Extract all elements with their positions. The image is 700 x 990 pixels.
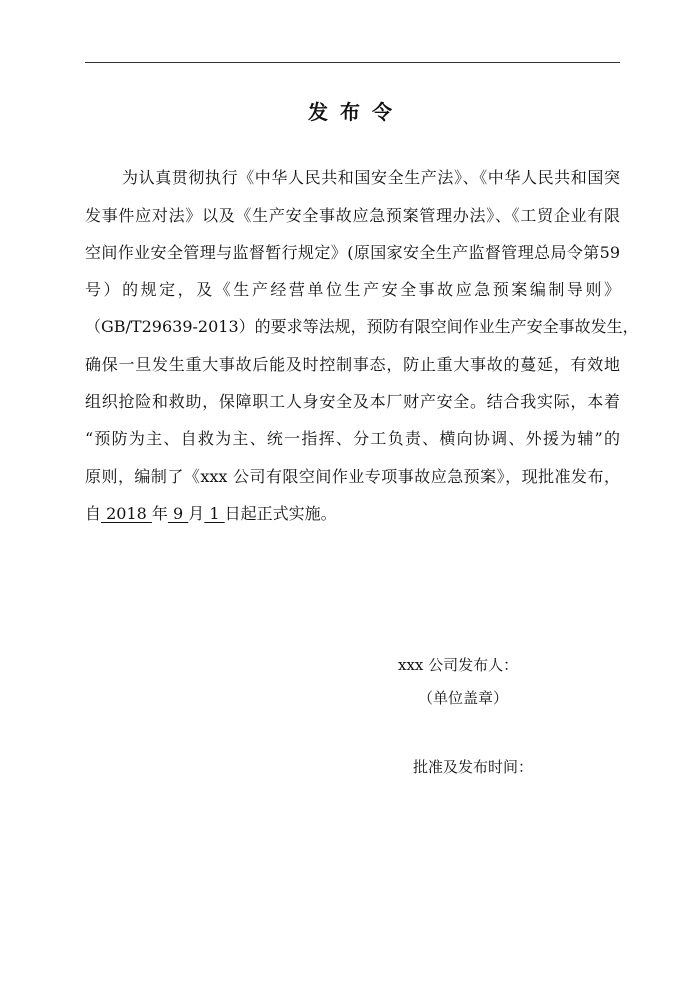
effective-month-unit: 月	[188, 504, 205, 523]
page-title: 发布令	[308, 100, 404, 124]
approval-time-label: 批准及发布时间：	[413, 758, 534, 776]
body-line-2: 发事件应对法》以及《生产安全事故应急预案管理办法》、《工贸企业有限	[85, 206, 620, 225]
effective-date-line	[85, 504, 620, 524]
body-line-8: “预防为主、自救为主、统一指挥、分工负责、横向协调、外援为辅”的	[85, 429, 620, 448]
effective-year: 2018	[101, 504, 152, 523]
publisher-label: xxx 公司发布人：	[398, 656, 519, 674]
header-rule	[85, 62, 620, 63]
effective-month: 9	[167, 504, 189, 523]
effective-year-unit: 年	[151, 504, 168, 523]
body-line-5: （GB/T29639-2013）的要求等法规，预防有限空间作业生产安全事故发生，	[85, 317, 639, 336]
effective-day: 1	[204, 504, 225, 523]
body-line-4: 号）的规定，及《生产经营单位生产安全事故应急预案编制导则》	[85, 280, 620, 299]
seal-label: （单位盖章）	[418, 689, 509, 707]
body-line-6: 确保一旦发生重大事故后能及时控制事态，防止重大事故的蔓延，有效地	[85, 355, 620, 374]
effective-prefix: 自	[85, 504, 102, 523]
body-line-7: 组织抢险和救助，保障职工人身安全及本厂财产安全。结合我实际，本着	[85, 392, 620, 411]
body-line-3: 空间作业安全管理与监督暂行规定》(原国家安全生产监督管理总局令第59	[85, 243, 620, 262]
body-line-9: 原则，编制了《xxx 公司有限空间作业专项事故应急预案》，现批准发布，	[85, 467, 620, 486]
body-line-1: 为认真贯彻执行《中华人民共和国安全生产法》、《中华人民共和国突	[122, 168, 620, 187]
effective-suffix: 日起正式实施。	[224, 504, 337, 523]
